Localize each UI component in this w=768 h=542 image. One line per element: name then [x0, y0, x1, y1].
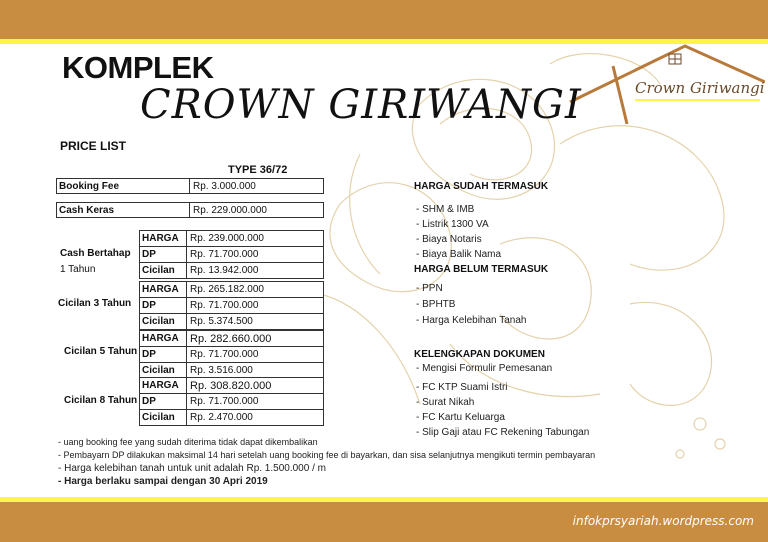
- row-value: Rp. 71.700.000: [190, 349, 259, 360]
- row-key: DP: [140, 247, 187, 262]
- plan-table: [139, 281, 324, 330]
- row-value: Rp. 282.660.000: [190, 332, 272, 345]
- table-row: [140, 410, 323, 425]
- list-item: - Biaya Notaris: [416, 234, 482, 245]
- booking-fee-value: Rp. 3.000.000: [193, 180, 256, 192]
- table-row: [140, 331, 323, 347]
- table-row: [140, 247, 323, 263]
- table-row: [140, 314, 323, 329]
- row-key: Cicilan: [140, 363, 187, 378]
- list-item: - SHM & IMB: [416, 204, 475, 215]
- note-item: - Harga kelebihan tanah untuk unit adalah Rp. 1.500.000 / m: [58, 463, 326, 474]
- included-title: HARGA SUDAH TERMASUK: [414, 181, 549, 192]
- excluded-title: HARGA BELUM TERMASUK: [414, 264, 549, 275]
- list-item: - Listrik 1300 VA: [416, 219, 489, 230]
- type-label: TYPE 36/72: [228, 164, 288, 176]
- plan-table: [139, 377, 324, 426]
- booking-fee-row: [56, 178, 324, 194]
- list-item: - Mengisi Formulir Pemesanan: [416, 363, 553, 374]
- plan-label: Cicilan 8 Tahun: [64, 395, 138, 406]
- table-row: [140, 378, 323, 394]
- note-item: - uang booking fee yang sudah diterima tidak dapat dikembalikan: [58, 437, 318, 447]
- row-value: Rp. 308.820.000: [190, 379, 272, 392]
- cash-keras-label: Cash Keras: [57, 203, 190, 217]
- cash-keras-row: [56, 202, 324, 218]
- table-row: [140, 298, 323, 314]
- note-item: - Harga berlaku sampai dengan 30 Apri 2019: [58, 476, 268, 487]
- notes: [58, 436, 595, 488]
- list-item: - BPHTB: [416, 299, 456, 310]
- section-title: PRICE LIST: [60, 139, 127, 153]
- table-row: [140, 231, 323, 247]
- excluded-list: [416, 281, 526, 329]
- crown-giriwangi-logo: [565, 44, 765, 124]
- plan-label: Cicilan 5 Tahun: [64, 346, 138, 357]
- plan-sublabel: 1 Tahun: [60, 264, 96, 275]
- documents-list: [416, 361, 589, 440]
- row-key: HARGA: [140, 282, 187, 297]
- row-value: Rp. 5.374.500: [190, 316, 253, 327]
- table-row: [140, 394, 323, 410]
- list-item: - FC KTP Suami Istri: [416, 382, 508, 393]
- row-value: Rp. 3.516.000: [190, 365, 253, 376]
- row-key: HARGA: [140, 378, 187, 393]
- row-value: Rp. 71.700.000: [190, 249, 259, 260]
- row-key: HARGA: [140, 331, 187, 346]
- row-key: Cicilan: [140, 314, 187, 329]
- row-value: Rp. 13.942.000: [190, 265, 259, 276]
- row-value: Rp. 71.700.000: [190, 396, 259, 407]
- row-key: DP: [140, 298, 187, 313]
- top-band: [0, 0, 768, 39]
- table-row: [140, 363, 323, 378]
- row-value: Rp. 71.700.000: [190, 300, 259, 311]
- table-row: [140, 347, 323, 363]
- page-title: KOMPLEK: [62, 50, 214, 85]
- svg-text:Crown Giriwangi: Crown Giriwangi: [635, 79, 765, 97]
- project-name: CROWN GIRIWANGI: [140, 82, 582, 128]
- row-value: Rp. 265.182.000: [190, 284, 264, 295]
- plan-label: Cash Bertahap: [60, 248, 131, 259]
- plan-table: [139, 330, 324, 379]
- list-item: - PPN: [416, 283, 443, 294]
- row-key: Cicilan: [140, 263, 187, 278]
- row-key: Cicilan: [140, 410, 187, 425]
- row-key: HARGA: [140, 231, 187, 246]
- list-item: - FC Kartu Keluarga: [416, 412, 505, 423]
- row-value: Rp. 239.000.000: [190, 233, 264, 244]
- table-row: [140, 263, 323, 278]
- plan-label: Cicilan 3 Tahun: [58, 298, 132, 309]
- table-row: [140, 282, 323, 298]
- cash-keras-value: Rp. 229.000.000: [193, 204, 267, 216]
- included-list: [416, 202, 501, 262]
- footer-url: infokprsyariah.wordpress.com: [572, 514, 754, 528]
- plan-table: [139, 230, 324, 279]
- row-key: DP: [140, 394, 187, 409]
- list-item: - Biaya Balik Nama: [416, 249, 502, 260]
- list-item: - Harga Kelebihan Tanah: [416, 315, 527, 326]
- row-value: Rp. 2.470.000: [190, 412, 253, 423]
- booking-fee-label: Booking Fee: [57, 179, 190, 193]
- note-item: - Pembayarn DP dilakukan maksimal 14 hari setelah uang booking fee di bayarkan, dan sisa selanjutnya mengikuti termin pembayaran: [58, 450, 596, 460]
- list-item: - Surat Nikah: [416, 397, 475, 408]
- documents-title: KELENGKAPAN DOKUMEN: [414, 349, 545, 360]
- list-item: - Slip Gaji atau FC Rekening Tabungan: [416, 427, 590, 438]
- row-key: DP: [140, 347, 187, 362]
